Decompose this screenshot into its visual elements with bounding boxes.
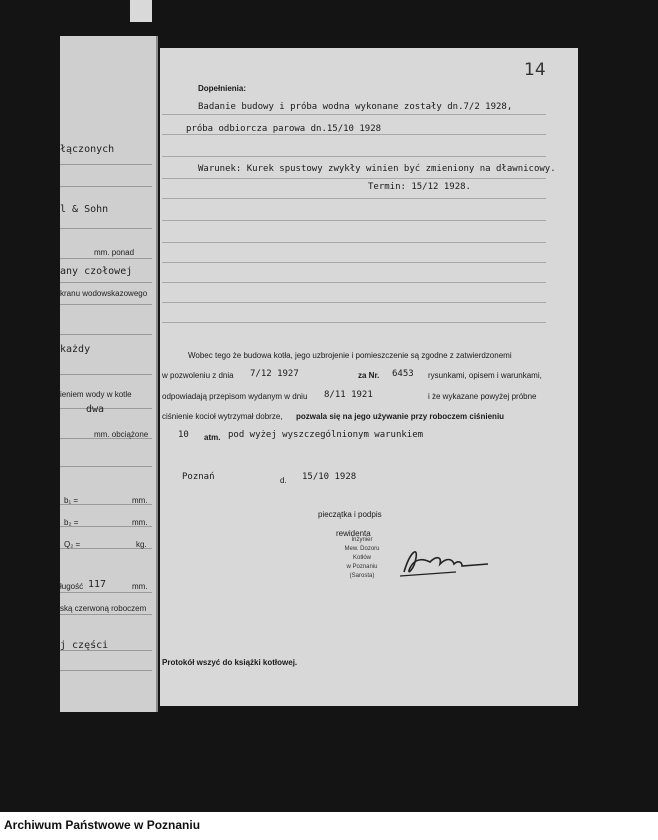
left-text: mm. bbox=[132, 496, 148, 505]
left-text: any czołowej bbox=[60, 266, 133, 277]
left-page-fragment bbox=[60, 36, 158, 712]
statement-line: Wobec tego że budowa kotła, jego uzbrojenie i pomieszczenie są zgodne z zatwierdzonemi bbox=[188, 351, 512, 360]
inspector-stamp: Inżynier Mew. Dozoru Kotłów w Poznaniu (Sarosta) bbox=[344, 537, 380, 579]
left-text: b₂ = bbox=[64, 518, 79, 527]
document-date: 15/10 1928 bbox=[302, 472, 357, 482]
footnote: Protokół wszyć do książki kotłowej. bbox=[162, 658, 298, 667]
test-line: próba odbiorcza parowa dn.15/10 1928 bbox=[186, 124, 382, 134]
regulation-suffix: i że wykazane powyżej próbne bbox=[428, 392, 537, 401]
left-text: kg. bbox=[136, 540, 147, 549]
left-text: 117 bbox=[88, 579, 107, 590]
pressure-unit: atm. bbox=[204, 433, 221, 442]
film-edge-tab bbox=[130, 0, 152, 22]
left-text: l & Sohn bbox=[60, 204, 109, 215]
document-page bbox=[160, 48, 578, 706]
permit-prefix: w pozwoleniu z dnia bbox=[162, 371, 234, 380]
test-line: Badanie budowy i próba wodna wykonane zostały dn.7/2 1928, bbox=[198, 102, 513, 112]
permit-number: 6453 bbox=[392, 369, 414, 379]
left-text: j części bbox=[60, 640, 109, 651]
left-text: ską czerwoną roboczem bbox=[60, 604, 147, 613]
inspector-label: rewidenta bbox=[336, 529, 371, 538]
place: Poznań bbox=[182, 472, 215, 482]
pressure-condition: pod wyżej wyszczególnionym warunkiem bbox=[228, 430, 424, 440]
regulation-date: 8/11 1921 bbox=[324, 390, 373, 400]
additions-heading: Dopełnienia: bbox=[198, 84, 247, 93]
left-text: łączonych bbox=[60, 144, 115, 155]
left-text: mm. obciążone bbox=[94, 430, 149, 439]
left-text: b₁ = bbox=[64, 496, 79, 505]
left-text: dwa bbox=[86, 404, 105, 415]
left-text: ługość bbox=[60, 582, 84, 591]
left-text: mm. ponad bbox=[94, 248, 135, 257]
pressure-prefix: ciśnienie kocioł wytrzymał dobrze, bbox=[162, 412, 283, 421]
date-label: d. bbox=[280, 476, 287, 485]
permit-date: 7/12 1927 bbox=[250, 369, 299, 379]
deadline-line: Termin: 15/12 1928. bbox=[368, 182, 471, 192]
permit-nr-label: za Nr. bbox=[358, 371, 380, 380]
left-text: Q₂ = bbox=[64, 540, 81, 549]
left-text: mm. bbox=[132, 582, 148, 591]
archive-footer bbox=[0, 812, 658, 840]
inspector-signature bbox=[396, 542, 496, 582]
pressure-permission: pozwala się na jego używanie przy roboczem ciśnieniu bbox=[296, 412, 505, 421]
pressure-value: 10 bbox=[178, 430, 189, 440]
archive-name: Archiwum Państwowe w Poznaniu bbox=[4, 818, 201, 832]
seal-label: pieczątka i podpis bbox=[318, 510, 382, 519]
regulation-prefix: odpowiadają przepisom wydanym w dniu bbox=[162, 392, 308, 401]
left-text: każdy bbox=[60, 344, 91, 355]
permit-suffix: rysunkami, opisem i warunkami, bbox=[428, 371, 542, 380]
page-number: 14 bbox=[524, 60, 546, 80]
left-text: kranu wodowskazowego bbox=[60, 289, 148, 298]
condition-line: Warunek: Kurek spustowy zwykły winien być zmieniony na dławnicowy. bbox=[198, 164, 556, 174]
left-text: mm. bbox=[132, 518, 148, 527]
left-text: ieniem wody w kotle bbox=[60, 390, 132, 399]
